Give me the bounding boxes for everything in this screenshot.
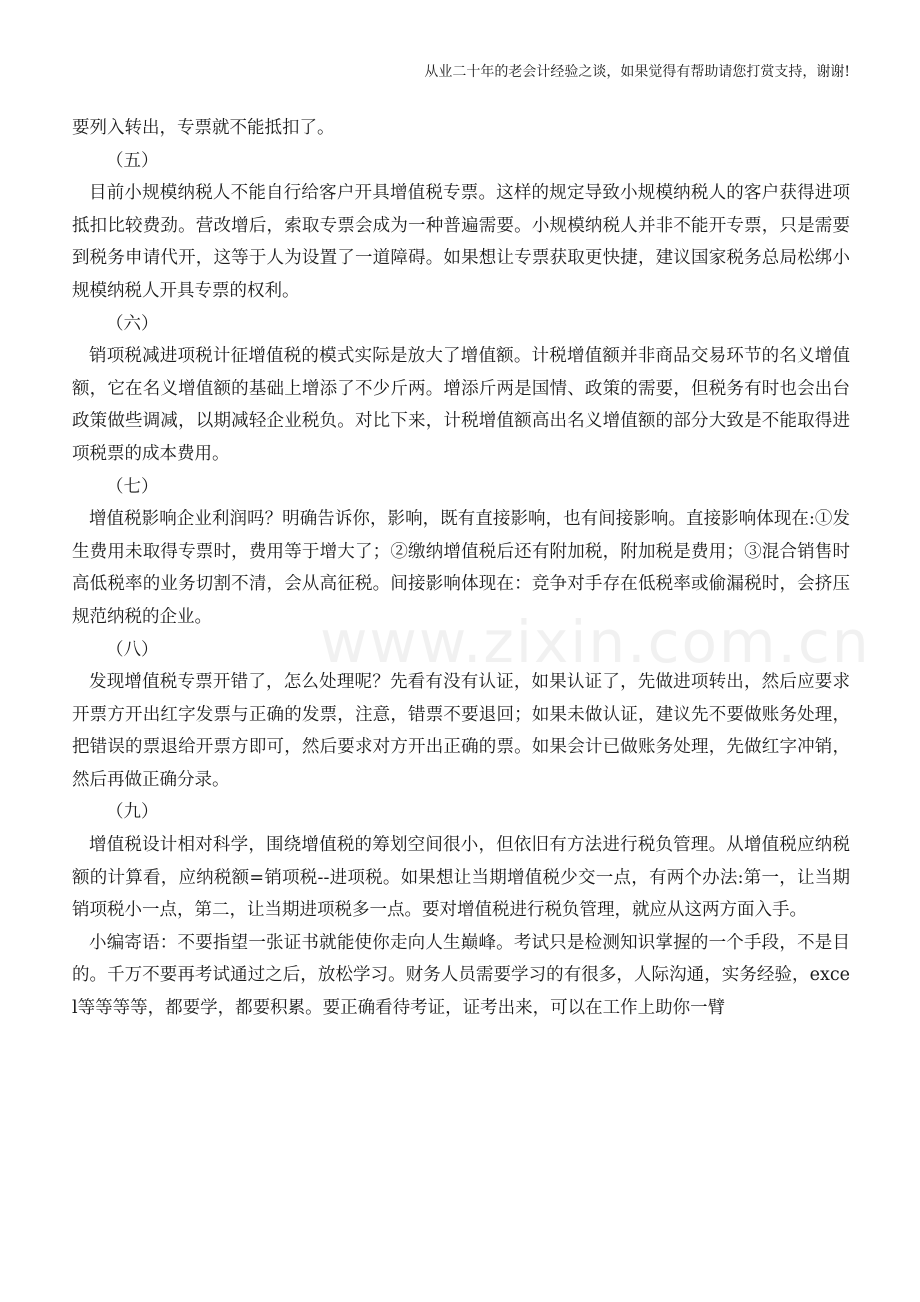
watermark: www.zixin.com.cn [320,608,871,676]
paragraph-editor-note: 小编寄语：不要指望一张证书就能使你走向人生巅峰。考试只是检测知识掌握的一个手段，不是目的。千万不要再考试通过之后，放松学习。财务人员需要学习的有很多，人际沟通，实务经验，excel等等等等，都要学，都要积累。要正确看待考证，证考出来，可以在工作上助你一臂 [72,932,850,1019]
section-heading-8: （八） [106,639,159,660]
section-heading-5: （五） [106,150,159,171]
section-heading-7: （七） [106,476,159,497]
paragraph-continuation: 要列入转出，专票就不能抵扣了。 [72,118,335,138]
paragraph-section-8: 发现增值税专票开错了，怎么处理呢？先看有没有认证，如果认证了，先做进项转出，然后应要求开票方开出红字发票与正确的发票，注意，错票不要退回；如果未做认证，建议先不要做账务处理，把错误的票退给开票方即可，然后要求对方开出正确的票。如果会计已做账务处理，先做红字冲销，然后再做正确分录。 [72,672,850,790]
paragraph-section-6: 销项税减进项税计征增值税的模式实际是放大了增值额。计税增值额并非商品交易环节的名义增值额，它在名义增值额的基础上增添了不少斤两。增添斤两是国情、政策的需要，但税务有时也会出台政策做些调减，以期减轻企业税负。对比下来，计税增值额高出名义增值额的部分大致是不能取得进项税票的成本费用。 [72,346,850,464]
header-note: 从业二十年的老会计经验之谈，如果觉得有帮助请您打赏支持，谢谢! [424,64,850,80]
section-heading-9: （九） [106,802,159,823]
paragraph-section-9: 增值税设计相对科学，围绕增值税的筹划空间很小，但依旧有方法进行税负管理。从增值税应纳税额的计算看，应纳税额=销项税--进项税。如果想让当期增值税少交一点，有两个办法:第一，让当期销项税小一点，第二，让当期进项税多一点。要对增值税进行税负管理，就应从这两方面入手。 [72,835,850,921]
paragraph-section-5: 目前小规模纳税人不能自行给客户开具增值税专票。这样的规定导致小规模纳税人的客户获得进项抵扣比较费劲。营改增后，索取专票会成为一种普遍需要。小规模纳税人并非不能开专票，只是需要到税务申请代开，这等于人为设置了一道障碍。如果想让专票获取更快捷，建议国家税务总局松绑小规模纳税人开具专票的权利。 [72,183,850,301]
document-body [72,112,850,1025]
paragraph-section-7: 增值税影响企业利润吗？明确告诉你，影响，既有直接影响，也有间接影响。直接影响体现在:①发生费用未取得专票时，费用等于增大了；②缴纳增值税后还有附加税，附加税是费用；③混合销售时高低税率的业务切割不清，会从高征税。间接影响体现在：竞争对手存在低税率或偷漏税时，会挤压规范纳税的企业。 [72,509,850,627]
section-heading-6: （六） [106,313,159,334]
